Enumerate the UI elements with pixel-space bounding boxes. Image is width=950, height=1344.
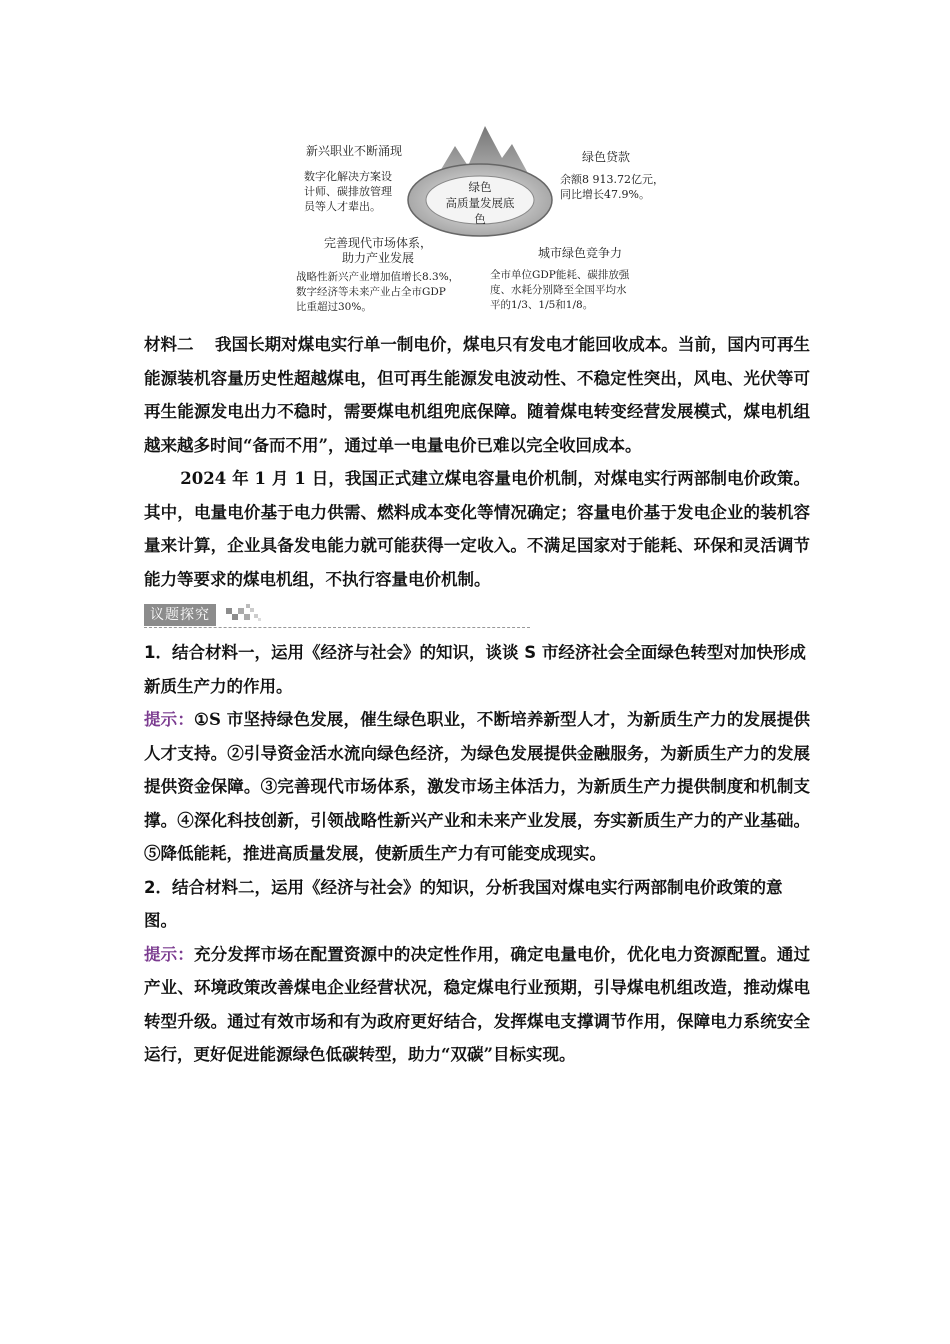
hint-2-label: 提示： bbox=[144, 944, 194, 964]
hint-1-text: ①S 市坚持绿色发展，催生绿色职业，不断培养新型人才，为新质生产力的发展提供人才支持。②引导资金活水流向绿色经济，为绿色发展提供金融服务，为新质生产力的发展提供资金保障。③完善现代市场体系，激发市场主体活力，为新质生产力提供制度和机制支撑。④深化科技创新，引领战略性新兴产业和未来产业发展，夯实新质生产力的产业基础。⑤降低能耗，推进高质量发展，使新质生产力有可能变成现实。 bbox=[144, 710, 811, 863]
green-development-figure bbox=[290, 118, 670, 318]
figure-bottom-right-body: 全市单位GDP能耗、碳排放强 度、水耗分别降至全国平均水 平的1/3、1/5和1/8。 bbox=[490, 269, 630, 311]
figure-top-left-body: 数字化解决方案设 计师、碳排放管理 员等人才辈出。 bbox=[304, 170, 392, 213]
section-header bbox=[144, 598, 810, 632]
hint-2 bbox=[144, 938, 810, 1072]
figure-bottom-left-body: 战略性新兴产业增加值增长8.3%， 数字经济等未来产业占全市GDP 比重超过30%。 bbox=[296, 271, 460, 313]
section-title: 议题探究 bbox=[144, 604, 216, 626]
question-1: 1．结合材料一，运用《经济与社会》的知识，谈谈 S 市经济社会全面绿色转型对加快形成新质生产力的作用。 bbox=[144, 643, 806, 696]
material2-label: 材料二 bbox=[144, 335, 194, 354]
figure-top-right-title: 绿色贷款 bbox=[582, 150, 631, 164]
material2-paragraph-2: 2024 年 1 月 1 日，我国正式建立煤电容量电价机制，对煤电实行两部制电价政策。其中，电量电价基于电力供需、燃料成本变化等情况确定；容量电价基于发电企业的装机容量来计算，企业具备发电能力就可能获得一定收入。不满足国家对于能耗、环保和灵活调节能力等要求的煤电机组，不执行容量电价机制。 bbox=[144, 469, 810, 589]
hint-1-label: 提示： bbox=[144, 710, 195, 729]
checker-decoration-icon bbox=[226, 604, 266, 626]
figure-top-left-title: 新兴职业不断涌现 bbox=[306, 144, 403, 158]
section-divider bbox=[144, 627, 530, 628]
figure-bottom-left-title: 完善现代市场体系， 助力产业发展 bbox=[324, 236, 433, 265]
figure-top-right-body: 余额8 913.72亿元， 同比增长47.9%。 bbox=[560, 173, 664, 201]
material2-text-1: 我国长期对煤电实行单一制电价，煤电只有发电才能回收成本。当前，国内可再生能源装机容量历史性超越煤电，但可再生能源发电波动性、不稳定性突出，风电、光伏等可再生能源发电出力不稳时，需要煤电机组兜底保障。随着煤电转变经营发展模式，煤电机组越来越多时间“备而不用”，通过单一电量电价已难以完全收回成本。 bbox=[144, 335, 811, 455]
hint-1 bbox=[144, 703, 810, 871]
material2-paragraph-1 bbox=[144, 328, 810, 462]
hint-2-text: 充分发挥市场在配置资源中的决定性作用，确定电量电价，优化电力资源配置。通过产业、环境政策改善煤电企业经营状况，稳定煤电行业预期，引导煤电机组改造，推动煤电转型升级。通过有效市场和有为政府更好结合，发挥煤电支撑调节作用，保障电力系统安全运行，更好促进能源绿色低碳转型，助力“双碳”目标实现。 bbox=[144, 944, 811, 1064]
figure-center-label: 绿色 高质量发展底色 bbox=[445, 180, 515, 226]
figure-bottom-right-title: 城市绿色竞争力 bbox=[538, 246, 623, 260]
document-body bbox=[144, 328, 810, 1072]
question-2: 2．结合材料二，运用《经济与社会》的知识，分析我国对煤电实行两部制电价政策的意图。 bbox=[144, 877, 783, 930]
